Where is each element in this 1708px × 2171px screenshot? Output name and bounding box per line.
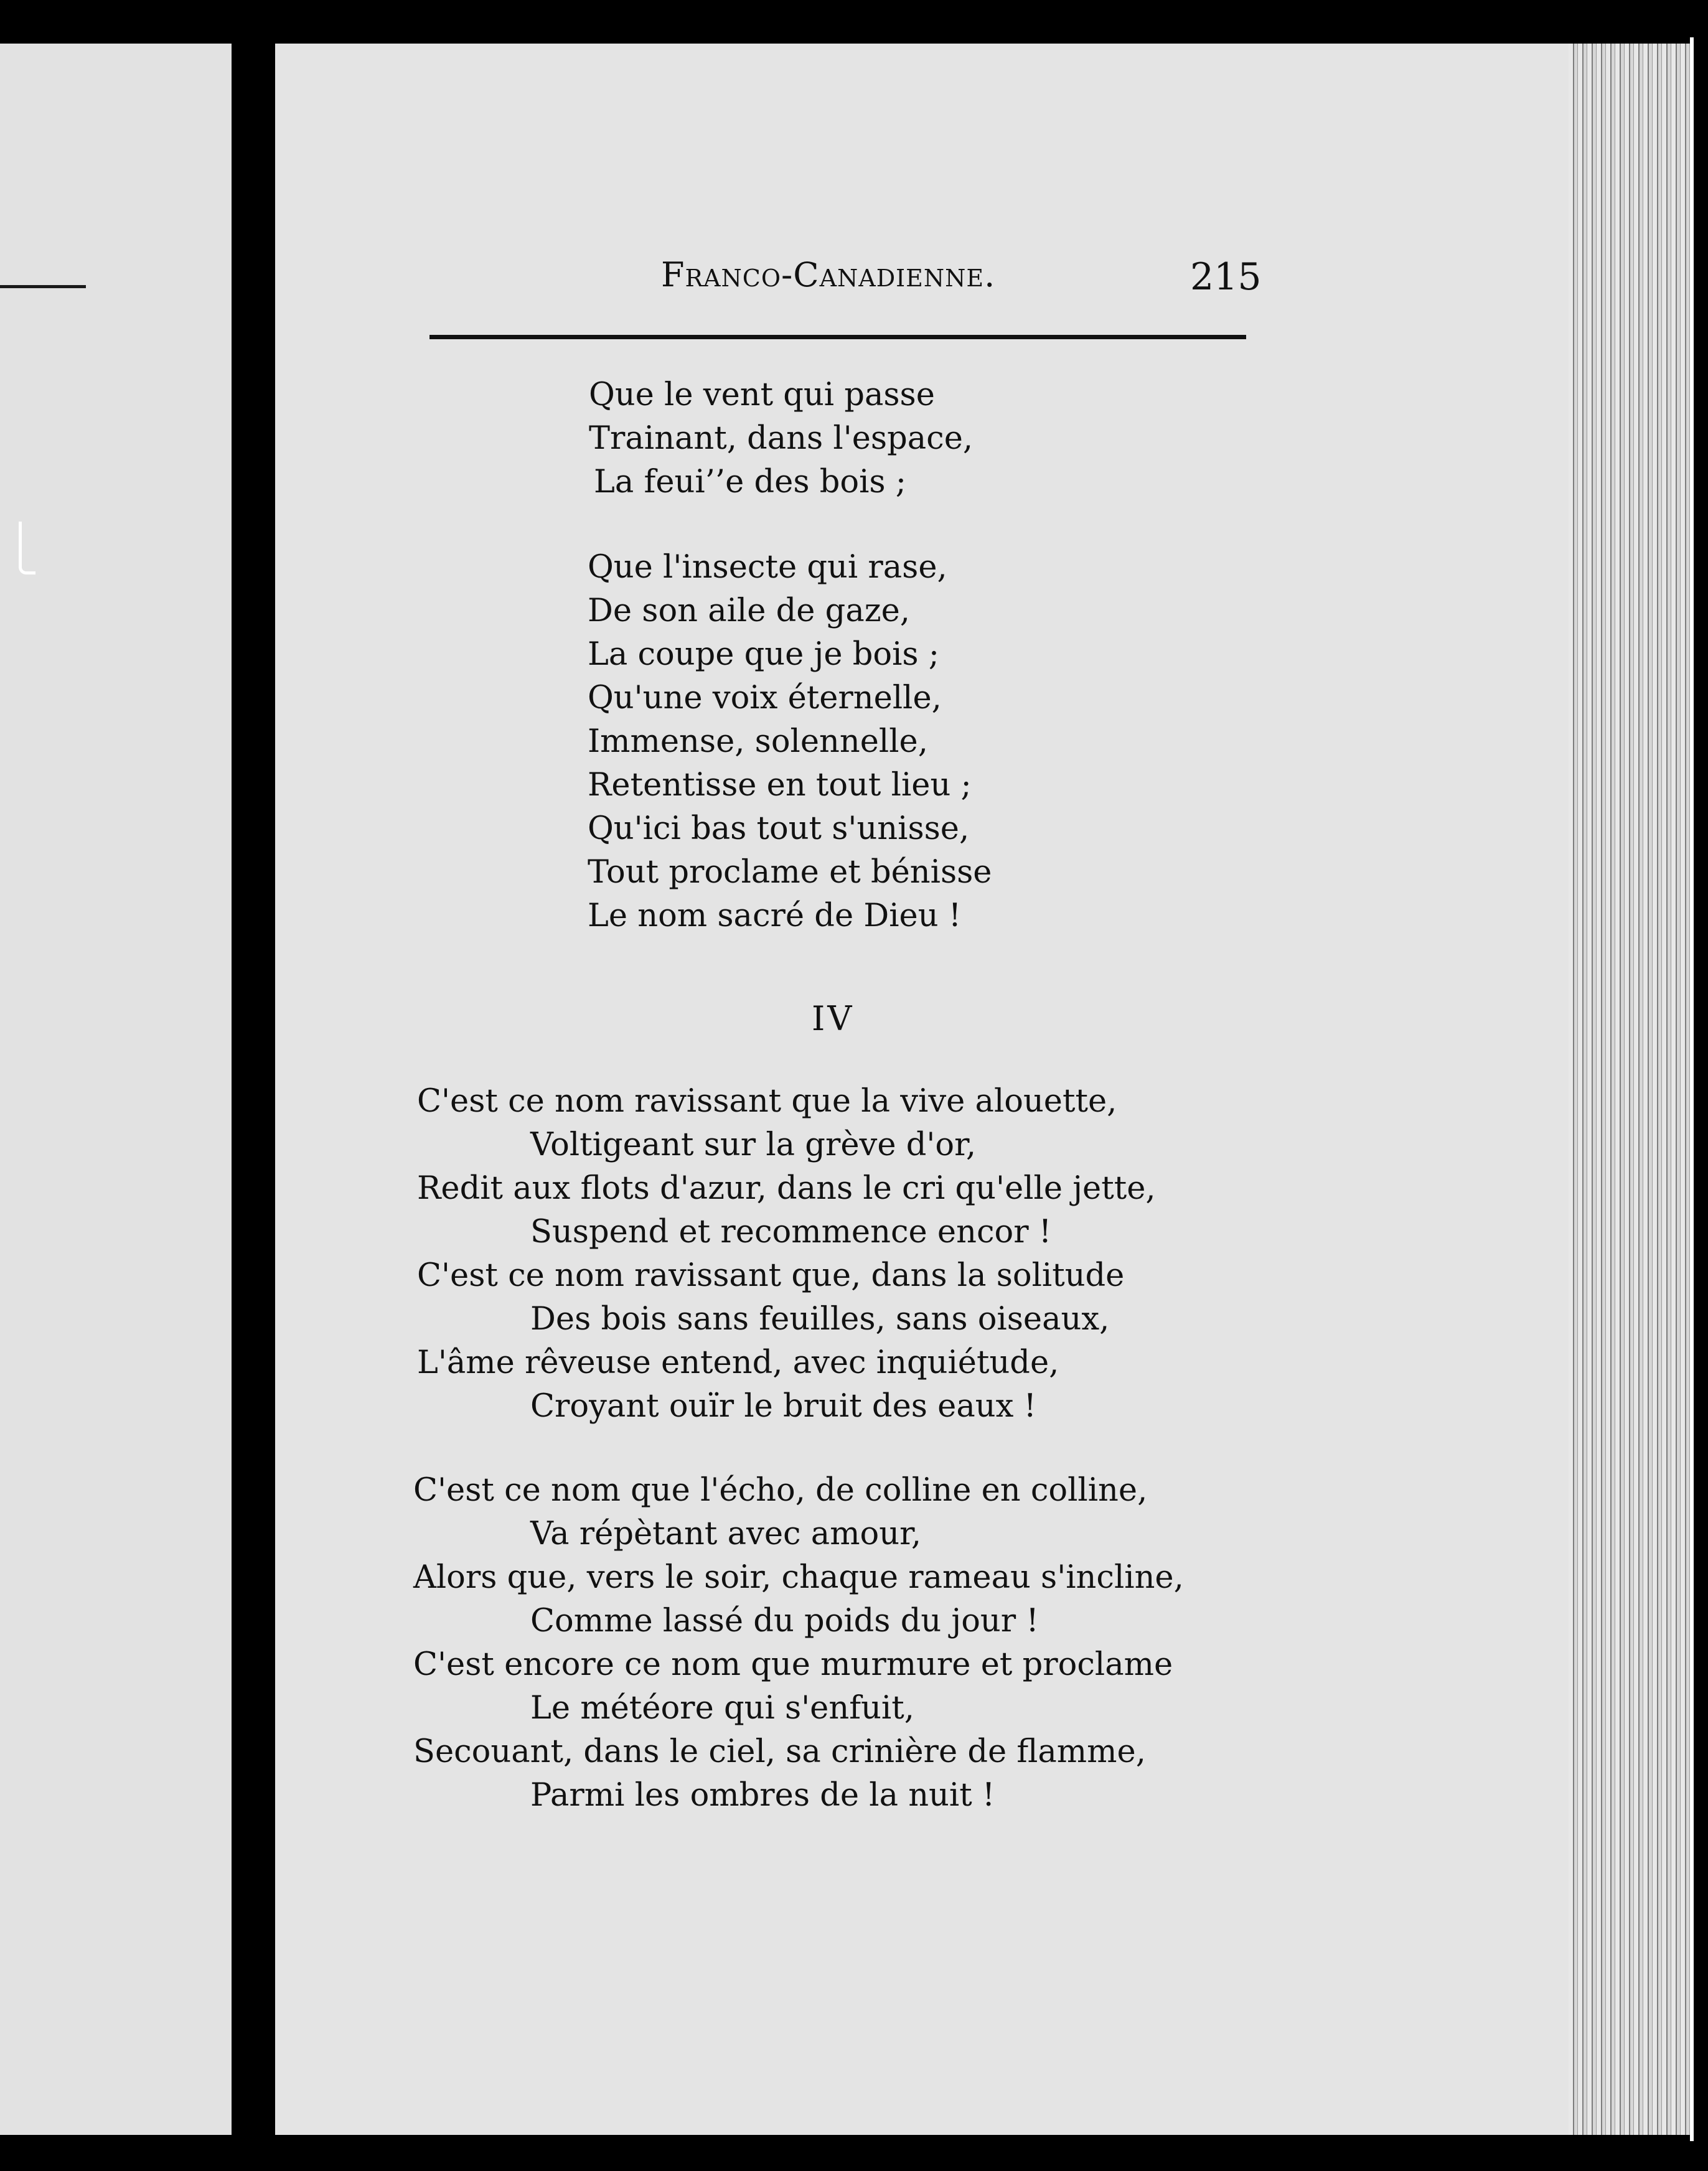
- poem-line: Secouant, dans le ciel, sa crinière de flamme,: [413, 1733, 1146, 1770]
- poem-line: Qu'ici bas tout s'unisse,: [588, 810, 970, 847]
- poem-line: Alors que, vers le soir, chaque rameau s'incline,: [413, 1559, 1184, 1596]
- poem-line: C'est ce nom que l'écho, de colline en colline,: [413, 1472, 1148, 1509]
- poem-line: Comme lassé du poids du jour !: [530, 1603, 1039, 1639]
- poem-line: Immense, solennelle,: [588, 723, 928, 760]
- poem-line: Va répètant avec amour,: [530, 1516, 922, 1552]
- poem-line: La coupe que je bois ;: [588, 636, 939, 673]
- poem-line: L'âme rêveuse entend, avec inquiétude,: [417, 1344, 1059, 1381]
- page-edges: [1569, 44, 1690, 2135]
- poem-line: Redit aux flots d'azur, dans le cri qu'elle jette,: [417, 1170, 1156, 1207]
- poem-line: Voltigeant sur la grève d'or,: [530, 1127, 977, 1163]
- poem-line: Qu'une voix éternelle,: [588, 680, 942, 716]
- poem-line: Que le vent qui passe: [589, 377, 935, 413]
- poem-line: Tout proclame et bénisse: [588, 854, 992, 891]
- poem-line: De son aile de gaze,: [588, 593, 910, 629]
- poem-line: C'est ce nom ravissant que la vive alouette,: [417, 1083, 1117, 1120]
- poem-line: Que l'insecte qui rase,: [588, 549, 947, 586]
- poem-line: Trainant, dans l'espace,: [589, 420, 974, 457]
- poem-line: Des bois sans feuilles, sans oiseaux,: [530, 1301, 1110, 1338]
- poem-line: La feui’’e des bois ;: [594, 464, 906, 500]
- left-page: [0, 44, 232, 2135]
- poem-line: Croyant ouïr le bruit des eaux !: [530, 1388, 1037, 1425]
- section-numeral: IV: [812, 999, 855, 1038]
- left-page-rule: [0, 285, 86, 288]
- poem-line: Le météore qui s'enfuit,: [530, 1690, 914, 1727]
- running-title: Franco-Canadienne.: [661, 255, 996, 294]
- poem-line: C'est encore ce nom que murmure et proclame: [413, 1646, 1173, 1683]
- header-rule: [429, 335, 1246, 339]
- poem-line: Parmi les ombres de la nuit !: [530, 1777, 995, 1814]
- poem-line: Suspend et recommence encor !: [530, 1214, 1052, 1250]
- left-page-mark: [19, 522, 35, 574]
- book-gutter: [232, 44, 275, 2135]
- page-edges-end: [1690, 37, 1694, 2141]
- poem-line: C'est ce nom ravissant que, dans la solitude: [417, 1257, 1125, 1294]
- page-number: 215: [1190, 255, 1262, 299]
- poem-line: Le nom sacré de Dieu !: [588, 898, 962, 934]
- poem-line: Retentisse en tout lieu ;: [588, 767, 972, 804]
